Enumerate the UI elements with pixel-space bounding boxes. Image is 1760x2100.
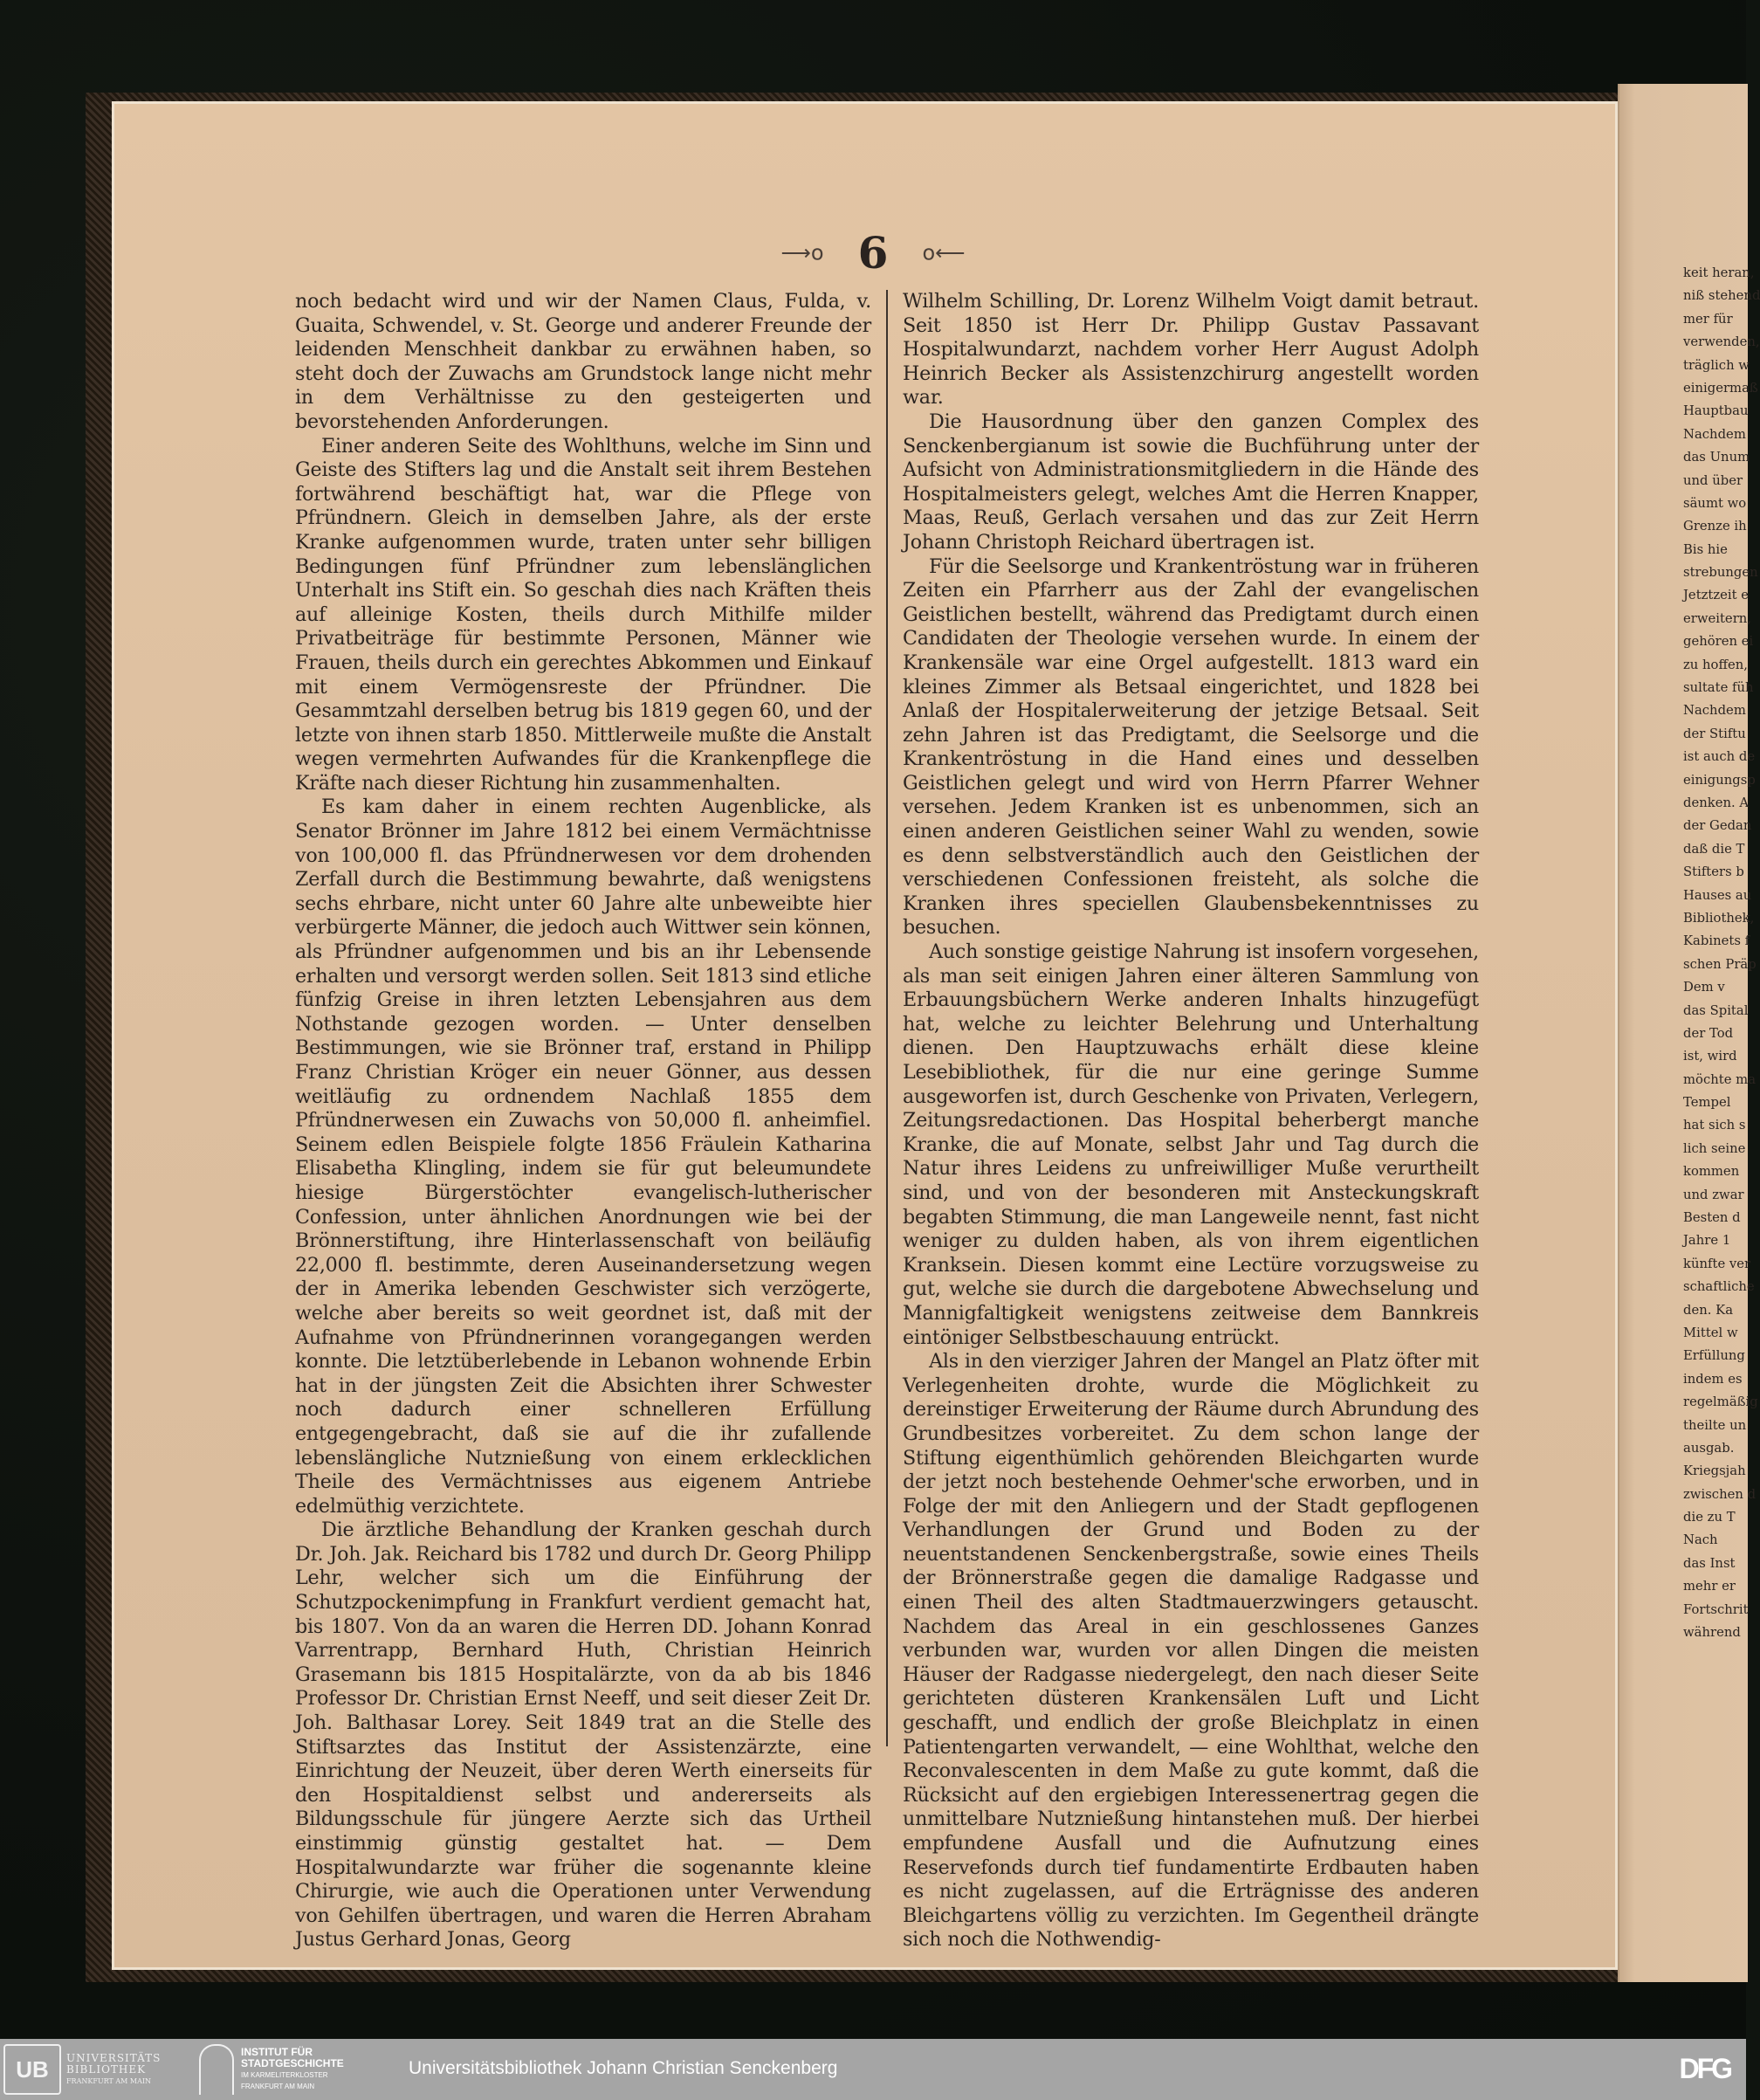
fragment-line: zu hoffen, <box>1683 657 1748 672</box>
fragment-line: Bibliothek, <box>1683 910 1755 926</box>
isg-logo-text <box>241 2047 344 2092</box>
fragment-line: und über <box>1683 472 1743 488</box>
ub-library-logo[interactable] <box>3 2044 161 2095</box>
fragment-line: mer für <box>1683 311 1733 327</box>
dfg-logo[interactable]: DFG <box>1679 2053 1730 2084</box>
fragment-line: keit heran, <box>1683 265 1755 280</box>
fragment-line: der Gedan <box>1683 818 1752 834</box>
fragment-line: Stifters b <box>1683 864 1744 880</box>
fragment-line: niß stehend <box>1683 288 1760 304</box>
fragment-line: Nachdem <box>1683 703 1746 719</box>
fragment-line: Bis hie <box>1683 541 1728 557</box>
fragment-line: Jahre 1 <box>1683 1233 1731 1249</box>
ub-logo-line: FRANKFURT AM MAIN <box>66 2076 152 2085</box>
fragment-line: das Inst <box>1683 1555 1736 1571</box>
fragment-line: Kabinets f <box>1683 933 1750 949</box>
fragment-line: die zu T <box>1683 1510 1736 1525</box>
fragment-line: der Tod <box>1683 1025 1734 1041</box>
paragraph: Als in den vierziger Jahren der Mangel an Platz öfter mit Verlegenheiten drohte, wurde die Möglichkeit zu dereinstiger Erweiterung der Räume durch Abrundung des Grundbesitzes vorbereitet. Zu dem schon lange der Stiftung eigenthümlich gehörenden Bleichgarten wurde der jetzt noch bestehende Oehmer'sche erworben, und in Folge der mit den Anliegern und der Stadt gepflogenen Verhandlungen der Grund und Boden zu der neuentstandenen Senckenbergstraße, sowie eines Theils der Brönnerstraße gegen die damalige Radgasse und einen Theil des alten Stadtmauerzwingers getauscht. Nachdem das Areal in ein geschlossenes Ganzes verbunden war, wurden vor allen Dingen die meisten Häuser der Radgasse niedergelegt, den nach dieser Seite gerichteten düsteren Krankensälen Luft und Licht geschafft, und endlich der große Bleichplatz in einen Patientengarten verwandelt, — eine Wohlthat, welche den Reconvalescenten in dem Maße zu gute kommt, daß die Rücksicht auf den ergiebigen Interessenertrag gegen die unmittelbare Nutznießung hintanstehen muß. Der hierbei empfundene Ausfall und die Aufnutzung eines Reservefonds durch tief fundamentirte Erdbauten haben es nicht zugelassen, auf die Erträgnisse des anderen Bleichgartens völlig zu verzichten. Im Gegentheil drängte sich noch die Nothwendig- <box>903 1350 1479 1952</box>
fragment-line: Fortschrit <box>1683 1601 1749 1617</box>
fragment-line: das Spital <box>1683 1002 1749 1018</box>
fragment-line: daß die T <box>1683 841 1745 857</box>
fragment-line: einigungsp <box>1683 772 1756 788</box>
fragment-line: ist, wird <box>1683 1049 1737 1064</box>
fragment-line: ist auch de <box>1683 749 1756 765</box>
fragment-line: und zwar <box>1683 1187 1744 1202</box>
fragment-line: lich seine <box>1683 1140 1746 1156</box>
ornament-left-icon: ⟶o <box>780 240 824 265</box>
fragment-line: Erfüllung <box>1683 1348 1745 1364</box>
page-header <box>0 227 1746 279</box>
footer-library-title: Universitätsbibliothek Johann Christian Senckenberg <box>409 2058 838 2078</box>
fragment-line: indem es <box>1683 1371 1743 1387</box>
fragment-line: das Unum <box>1683 450 1750 465</box>
facing-page-text-fragment <box>1683 262 1760 1644</box>
fragment-line: sultate füh <box>1683 680 1754 696</box>
fragment-line: ausgab. <box>1683 1440 1735 1456</box>
fragment-line: schen Präp <box>1683 956 1757 972</box>
fragment-line: einigermaß <box>1683 380 1758 396</box>
fragment-line: Mittel w <box>1683 1325 1738 1340</box>
fragment-line: theilte un <box>1683 1417 1747 1433</box>
fragment-line: denken. A <box>1683 795 1750 810</box>
isg-logo-line: FRANKFURT AM MAIN <box>241 2083 315 2090</box>
fragment-line: Kriegsjah <box>1683 1463 1746 1479</box>
fragment-line: während <box>1683 1625 1741 1641</box>
paragraph: Auch sonstige geistige Nahrung ist insofern vorgesehen, als man seit einigen Jahren einer älteren Sammlung von Erbauungsbüchern Werke anderen Inhalts hinzugefügt hat, welche zu leichter Belehrung und Unterhaltung dienen. Den Hauptzuwachs erhält diese kleine Lesebibliothek, für die nur eine geringe Summe ausgeworfen ist, durch Geschenke von Privaten, Verlegern, Zeitungsredactionen. Das Hospital beherbergt manche Kranke, die auf Monate, selbst Jahr und Tag durch die Natur ihres Leidens zu unfreiwilliger Muße verurtheilt sind, und von der besonderen mit Ansteckungskraft begabten Stimmung, die man Langeweile nennt, fast nicht weniger zu dulden haben, als von ihrem eigentlichen Kranksein. Diesen kommt eine Lectüre vorzugsweise zu gut, welche sie durch die dargebotene Abwechselung und Mannigfaltigkeit wenigstens zeitweise dem Bannkreis eintöniger Selbstbeschauung entrückt. <box>903 940 1479 1349</box>
ub-logo-text <box>66 2053 161 2087</box>
ornament-right-icon: o⟵ <box>922 240 966 265</box>
paragraph: Einer anderen Seite des Wohlthuns, welche im Sinn und Geiste des Stifters lag und die Anstalt seit ihrem Bestehen fortwährend beschäftigt hat, war die Pflege von Pfründnern. Gleich in demselben Jahre, als der erste Kranke aufgenommen wurde, traten unter sehr billigen Bedingungen fünf Pfründner zum lebenslänglichen Unterhalt ins Stift ein. So geschah dies nach Kräften theis auf alleinige Kosten, theils durch Mithilfe milder Privatbeiträge für bestimmte Personen, Männer wie Frauen, theils durch ein gerechtes Abkommen und Einkauf mit einem Vermögensreste der Pfründner. Die Gesammtzahl derselben betrug bis 1819 gegen 60, und der letzte von ihnen starb 1850. Mittlerweile mußte die Anstalt wegen vermehrten Aufwandes für die Krankenpflege die Kräfte nach dieser Richtung hin zusammenhalten. <box>295 434 871 795</box>
paragraph: Es kam daher in einem rechten Augenblicke, als Senator Brönner im Jahre 1812 bei einem Vermächtnisse von 100,000 fl. das Pfründnerwesen vor dem drohenden Zerfall durch die Bestimmung bewahrte, daß wenigstens sechs ehrbare, nicht unter 60 Jahre alte unbeweibte hier verbürgerte Männer, die jedoch auch Wittwer sein können, als Pfründner aufgenommen und bis an ihr Lebensende erhalten und versorgt werden sollen. Seit 1813 sind etliche fünfzig Greise in ihren letzten Lebensjahren aus dem Nothstande gezogen worden. — Unter denselben Bestimmungen, wie sie Brönner traf, erstand in Philipp Franz Christian Kröger ein neuer Gönner, aus dessen weitläufig zu ordnendem Nachlaß 1855 dem Pfründnerwesen ein Zuwachs von 50,000 fl. anheimfiel. Seinem edlen Beispiele folgte 1856 Fräulein Katharina Elisabetha Klingling, indem sie für gut beleumundete hiesige Bürgerstöchter evangelisch-lutherischer Confession, unter ähnlichen Anordnungen wie bei der Brönnerstiftung, ihre Hinterlassenschaft von beiläufig 22,000 fl. bestimmte, deren Auseinandersetzung wegen der in Amerika lebenden Geschwister sich verzögerte, welche aber bereits so weit geordnet ist, daß mit der Aufnahme von Pfründnerinnen vorangegangen werden konnte. Die letztüberlebende in Lebanon wohnende Erbin hat in der jüngsten Zeit die Absichten ihrer Schwester noch dadurch einer schnelleren Erfüllung entgegengebracht, daß sie auf die ihr zufallende lebenslängliche Nutznießung von einem erklecklichen Theile des Vermächtnisses aus eigenem Antriebe edelmüthig verzichtete. <box>295 795 871 1518</box>
paragraph: Die Hausordnung über den ganzen Complex des Senckenbergianum ist sowie die Buchführung unter der Aufsicht von Administrationsmitgliedern in die Hände des Hospitalmeisters gelegt, welches Amt die Herren Knapper, Maas, Reuß, Gerlach versahen und das zur Zeit Herrn Johann Christoph Reichard übertragen ist. <box>903 410 1479 554</box>
fragment-line: regelmäßig <box>1683 1394 1758 1410</box>
fragment-line: den. Ka <box>1683 1302 1734 1318</box>
isg-logo-line: STADTGESCHICHTE <box>241 2057 344 2069</box>
fragment-line: träglich w <box>1683 357 1750 373</box>
isg-logo-line: IM KARMELITERKLOSTER <box>241 2071 328 2079</box>
fragment-line: strebungen <box>1683 565 1758 581</box>
fragment-line: Besten d <box>1683 1210 1741 1226</box>
fragment-line: Jetztzeit e <box>1683 588 1750 603</box>
fragment-line: gehören ei <box>1683 634 1754 650</box>
fragment-line: möchte ma <box>1683 1071 1757 1087</box>
fragment-line: Grenze ih <box>1683 519 1747 534</box>
fragment-line: Nach <box>1683 1532 1718 1548</box>
fragment-line: erweitern, <box>1683 610 1751 626</box>
paragraph: Für die Seelsorge und Krankentröstung war in früheren Zeiten ein Pfarrherr aus der Zahl der evangelischen Geistlichen bestellt, während das Predigtamt durch einen Candidaten der Theologie versehen wurde. In einem der Krankensäle war eine Orgel aufgestellt. 1813 ward ein kleines Zimmer als Betsaal eingerichtet, und 1828 bei Anlaß der Hospitalerweiterung der jetzige Betsaal. Seit zehn Jahren ist das Predigtamt, die Seelsorge und die Krankentröstung in die Hand eines und desselben Geistlichen gelegt und wird von Herrn Pfarrer Wehner versehen. Jedem Kranken ist es unbenommen, sich an einen anderen Geistlichen seiner Wahl zu wenden, sowie es denn selbstverständlich auch den Geistlichen der verschiedenen Confessionen freisteht, als solche die Kranken ihres speciellen Glaubensbekenntnisses zu besuchen. <box>903 554 1479 940</box>
fragment-line: säumt wo <box>1683 495 1747 511</box>
institut-stadtgeschichte-logo[interactable] <box>199 2044 344 2095</box>
page-number: 6 <box>857 227 889 279</box>
column-divider <box>886 290 888 1746</box>
fragment-line: schaftliche <box>1683 1279 1755 1295</box>
paragraph: Die ärztliche Behandlung der Kranken geschah durch Dr. Joh. Jak. Reichard bis 1782 und durch Dr. Georg Philipp Lehr, welcher sich um die Einführung der Schutzpockenimpfung in Frankfurt verdient gemacht hat, bis 1807. Von da an waren die Herren DD. Johann Konrad Varrentrapp, Bernhard Huth, Christian Heinrich Grasemann bis 1815 Hospitalärzte, von da ab bis 1846 Professor Dr. Christian Ernst Neeff, und seit dieser Zeit Dr. Joh. Balthasar Lorey. Seit 1849 trat an die Stelle des Stiftsarztes das Institut der Assistenzärzte, eine Einrichtung der Neuzeit, über deren Werth einerseits für den Hospitaldienst selbst und andererseits als Bildungsschule für jüngere Aerzte sich das Urtheil einstimmig günstig gestaltet hat. — Dem Hospitalwundarzte war früher die sogenannte kleine Chirurgie, wie auch die Operationen unter Verwendung von Gehilfen übertragen, und waren die Herren Abraham Justus Gerhard Jonas, Georg <box>295 1518 871 1952</box>
fragment-line: hat sich s <box>1683 1118 1746 1133</box>
fragment-line: kommen <box>1683 1164 1740 1180</box>
paragraph: noch bedacht wird und wir der Namen Claus, Fulda, v. Guaita, Schwendel, v. St. George und anderer Freunde der leidenden Menschheit dankbar zu erwähnen haben, so steht doch der Zuwachs am Grundstock lange nicht mehr in dem Verhältnisse zu den gesteigerten und bevorstehenden Anforderungen. <box>295 290 871 433</box>
viewer-footer-bar <box>0 2039 1746 2100</box>
ub-logo-mark-icon: UB <box>3 2044 61 2095</box>
text-column-right <box>903 290 1479 1952</box>
fragment-line: mehr er <box>1683 1579 1736 1594</box>
fragment-line: verwenden, <box>1683 334 1760 350</box>
ub-logo-line: UNIVERSITÄTS <box>66 2051 162 2064</box>
fragment-line: Hauses au <box>1683 887 1752 903</box>
fragment-line: Dem v <box>1683 980 1725 995</box>
ub-logo-line: BIBLIOTHEK <box>66 2062 147 2076</box>
paragraph: Wilhelm Schilling, Dr. Lorenz Wilhelm Voigt damit betraut. Seit 1850 ist Herr Dr. Philipp Gustav Passavant Hospitalwundarzt, nachdem vorher Herr August Adolph Heinrich Becker als Assistenzchirurg angestellt worden war. <box>903 290 1479 410</box>
fragment-line: der Stiftu <box>1683 726 1746 741</box>
fragment-line: zwischen d <box>1683 1486 1757 1502</box>
fragment-line: Hauptbau <box>1683 403 1749 419</box>
text-column-left <box>295 290 871 1952</box>
isg-logo-line: INSTITUT FÜR <box>241 2046 313 2058</box>
fragment-line: Tempel <box>1683 1095 1731 1111</box>
fragment-line: künfte ver <box>1683 1256 1751 1271</box>
isg-arch-icon <box>199 2044 234 2095</box>
fragment-line: Nachdem <box>1683 426 1746 442</box>
